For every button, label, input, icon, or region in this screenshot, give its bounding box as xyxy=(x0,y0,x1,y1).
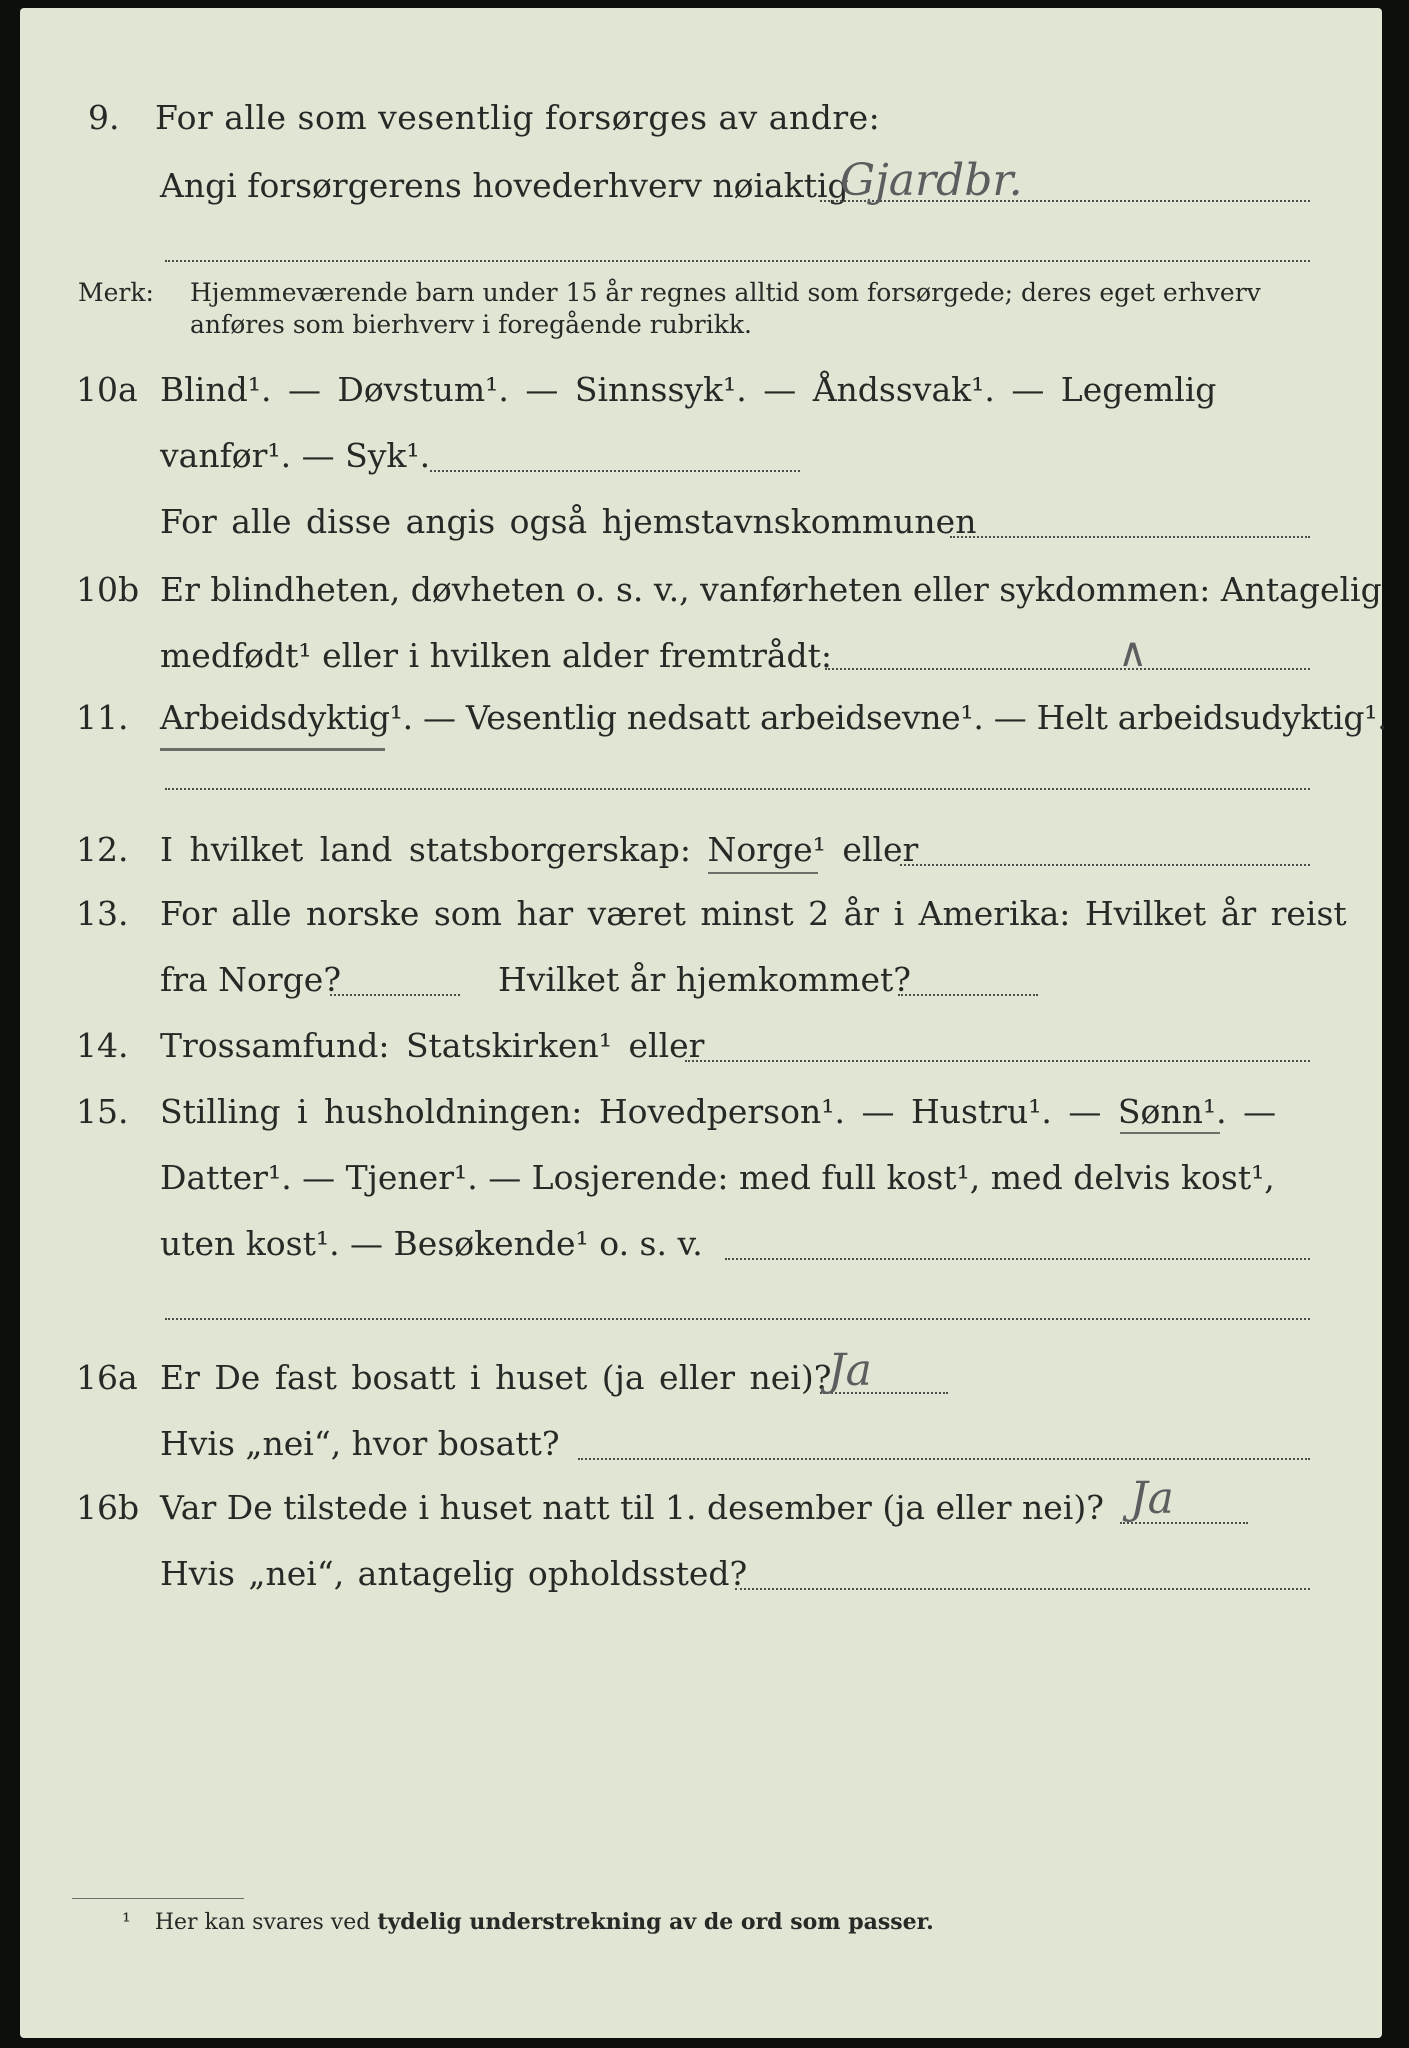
q11-extra-line xyxy=(165,788,1310,790)
q10b-line2: medfødt¹ eller i hvilken alder fremtrådt: xyxy=(160,636,833,675)
q14-eller-line xyxy=(685,1060,1310,1062)
q9-extra-line xyxy=(165,260,1310,262)
merk-label: Merk: xyxy=(78,278,154,307)
footnote-mark: ¹ xyxy=(122,1910,131,1935)
q14-number: 14. xyxy=(76,1026,129,1065)
q9-number: 9. xyxy=(88,98,120,137)
q16b-number: 16b xyxy=(76,1488,140,1527)
q11-line1: Arbeidsdyktig¹. — Vesentlig nedsatt arbeidsevne¹. — Helt arbeidsudyktig¹. xyxy=(160,698,1388,737)
q15-number: 15. xyxy=(76,1092,129,1131)
q10a-line3: For alle disse angis også hjemstavnskommunen xyxy=(160,502,977,541)
footnote xyxy=(122,1908,934,1937)
q10a-line1: Blind¹. — Døvstum¹. — Sinnssyk¹. — Åndssvak¹. — Legemlig xyxy=(160,370,1217,409)
q9-line1: For alle som vesentlig forsørges av andre: xyxy=(155,98,881,137)
q13-reist-line xyxy=(330,994,460,996)
q13-line2a: fra Norge? xyxy=(160,960,342,999)
merk-line2: anføres som bierhverv i foregående rubrikk. xyxy=(190,310,752,339)
q15-line2: Datter¹. — Tjener¹. — Losjerende: med full kost¹, med delvis kost¹, xyxy=(160,1158,1275,1197)
q12-eller-line xyxy=(900,864,1310,866)
q10a-syk-line xyxy=(430,470,800,472)
q15-line1: Stilling i husholdningen: Hovedperson¹. — Hustru¹. — Sønn¹. — xyxy=(160,1092,1277,1131)
q10a-line2: vanfør¹. — Syk¹. xyxy=(160,436,431,475)
q12-number: 12. xyxy=(76,830,129,869)
footnote-text-bold: tydelig understrekning av de ord som passer. xyxy=(377,1909,934,1935)
q16b-line1: Var De tilstede i huset natt til 1. desember (ja eller nei)? xyxy=(160,1488,1104,1527)
q10a-hjemstavn-line xyxy=(950,536,1310,538)
q10b-line1: Er blindheten, døvheten o. s. v., vanførheten eller sykdommen: Antagelig xyxy=(160,570,1382,609)
q16b-opholdssted-line xyxy=(735,1588,1310,1590)
q16a-handwritten-answer: Ja xyxy=(828,1345,872,1396)
q12-underline-norge xyxy=(708,872,818,874)
q10a-number: 10a xyxy=(76,370,138,409)
q15-extra-line xyxy=(165,1318,1310,1320)
q16a-number: 16a xyxy=(76,1358,138,1397)
q16a-line1: Er De fast bosatt i huset (ja eller nei)? xyxy=(160,1358,832,1397)
q15-osv-line xyxy=(725,1258,1310,1260)
q9-handwritten-answer: Gjardbr. xyxy=(840,155,1023,206)
q10b-number: 10b xyxy=(76,570,140,609)
q13-hjemkommet-line xyxy=(898,994,1038,996)
q9-line2: Angi forsørgerens hovederhverv nøiaktig xyxy=(160,166,849,205)
footnote-text: Her kan svares ved xyxy=(154,1910,371,1935)
q13-number: 13. xyxy=(76,894,129,933)
q16a-bosatt-line xyxy=(578,1458,1310,1460)
q16b-line2: Hvis „nei“, antagelig opholdssted? xyxy=(160,1554,748,1593)
q10b-handwritten-mark: ∧ xyxy=(1118,630,1148,676)
q12-line1: I hvilket land statsborgerskap: Norge¹ eller xyxy=(160,830,919,869)
q11-number: 11. xyxy=(76,698,129,737)
q13-line2b: Hvilket år hjemkommet? xyxy=(498,960,911,999)
q14-line1: Trossamfund: Statskirken¹ eller xyxy=(160,1026,705,1065)
q15-underline-sonn xyxy=(1120,1132,1220,1134)
q13-line1: For alle norske som har været minst 2 år i Amerika: Hvilket år reist xyxy=(160,894,1347,933)
q10b-alder-line xyxy=(825,668,1310,670)
merk-line1: Hjemmeværende barn under 15 år regnes alltid som forsørgede; deres eget erhverv xyxy=(190,278,1261,307)
q11-underline-arbeidsdyktig xyxy=(160,748,385,751)
footnote-rule xyxy=(72,1898,244,1899)
census-form-page xyxy=(20,8,1388,2038)
q16a-line2: Hvis „nei“, hvor bosatt? xyxy=(160,1424,560,1463)
q16b-handwritten-answer: Ja xyxy=(1130,1473,1174,1524)
q15-line3: uten kost¹. — Besøkende¹ o. s. v. xyxy=(160,1224,703,1263)
